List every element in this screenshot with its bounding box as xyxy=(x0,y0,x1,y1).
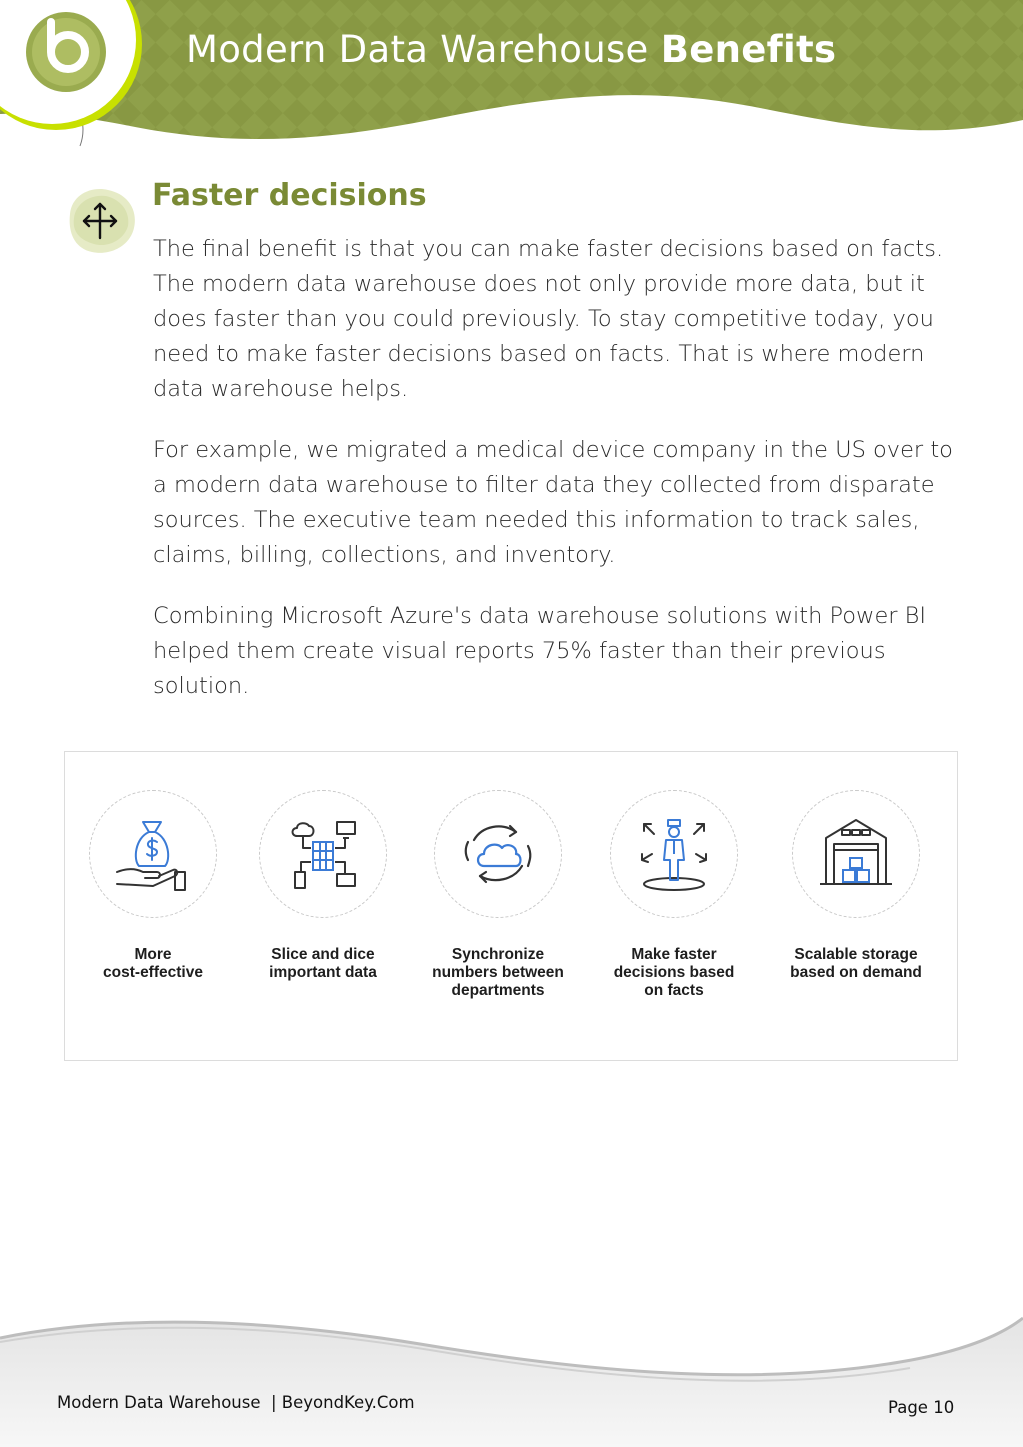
page-title: Modern Data Warehouse Benefits xyxy=(186,28,837,71)
benefit-circle xyxy=(89,790,217,918)
benefit-circle xyxy=(792,790,920,918)
data-network-icon xyxy=(283,814,363,894)
paragraph: The final benefit is that you can make faster decisions based on facts. The modern data warehouse does not only provide more data, but it does faster than you could previously. To stay competitive today, you need to make faster decisions based on facts. That is where modern data warehouse helps. xyxy=(153,236,944,402)
benefit-synchronize xyxy=(408,790,588,1000)
benefit-label: Synchronize numbers between departments xyxy=(432,946,564,999)
benefit-slice-dice xyxy=(233,790,413,982)
page-number: Page 10 xyxy=(888,1398,955,1417)
benefit-circle xyxy=(610,790,738,918)
direction-arrows-icon xyxy=(62,184,138,256)
paragraph: Combining Microsoft Azure's data warehouse solutions with Power BI helped them create visual reports 75% faster than their previous solution. xyxy=(153,603,927,699)
benefit-label: Scalable storage based on demand xyxy=(790,946,922,981)
cloud-sync-icon xyxy=(458,814,538,894)
company-logo xyxy=(0,0,150,130)
section-body xyxy=(153,232,953,730)
benefit-circle xyxy=(434,790,562,918)
money-bag-hand-icon xyxy=(113,814,193,894)
header-band xyxy=(0,0,1023,150)
section-heading: Faster decisions xyxy=(152,178,427,213)
benefit-label: More cost-effective xyxy=(103,946,203,981)
footer-wave xyxy=(0,1300,1023,1447)
warehouse-icon xyxy=(816,814,896,894)
page-header xyxy=(0,0,1023,150)
paragraph: For example, we migrated a medical device company in the US over to a modern data warehouse to filter data they collected from disparate sources. The executive team needed this information to track sales, claims, billing, collections, and inventory. xyxy=(153,437,953,568)
benefit-label: Make faster decisions based on facts xyxy=(613,946,735,999)
benefit-scalable-storage xyxy=(766,790,946,982)
benefit-label: Slice and dice important data xyxy=(269,946,377,981)
decision-person-icon xyxy=(634,814,714,894)
benefits-panel xyxy=(64,751,958,1061)
benefit-cost-effective xyxy=(63,790,243,982)
footer-document-title: Modern Data Warehouse | BeyondKey.Com xyxy=(57,1393,415,1412)
benefit-faster-decisions xyxy=(584,790,764,1000)
benefit-circle xyxy=(259,790,387,918)
